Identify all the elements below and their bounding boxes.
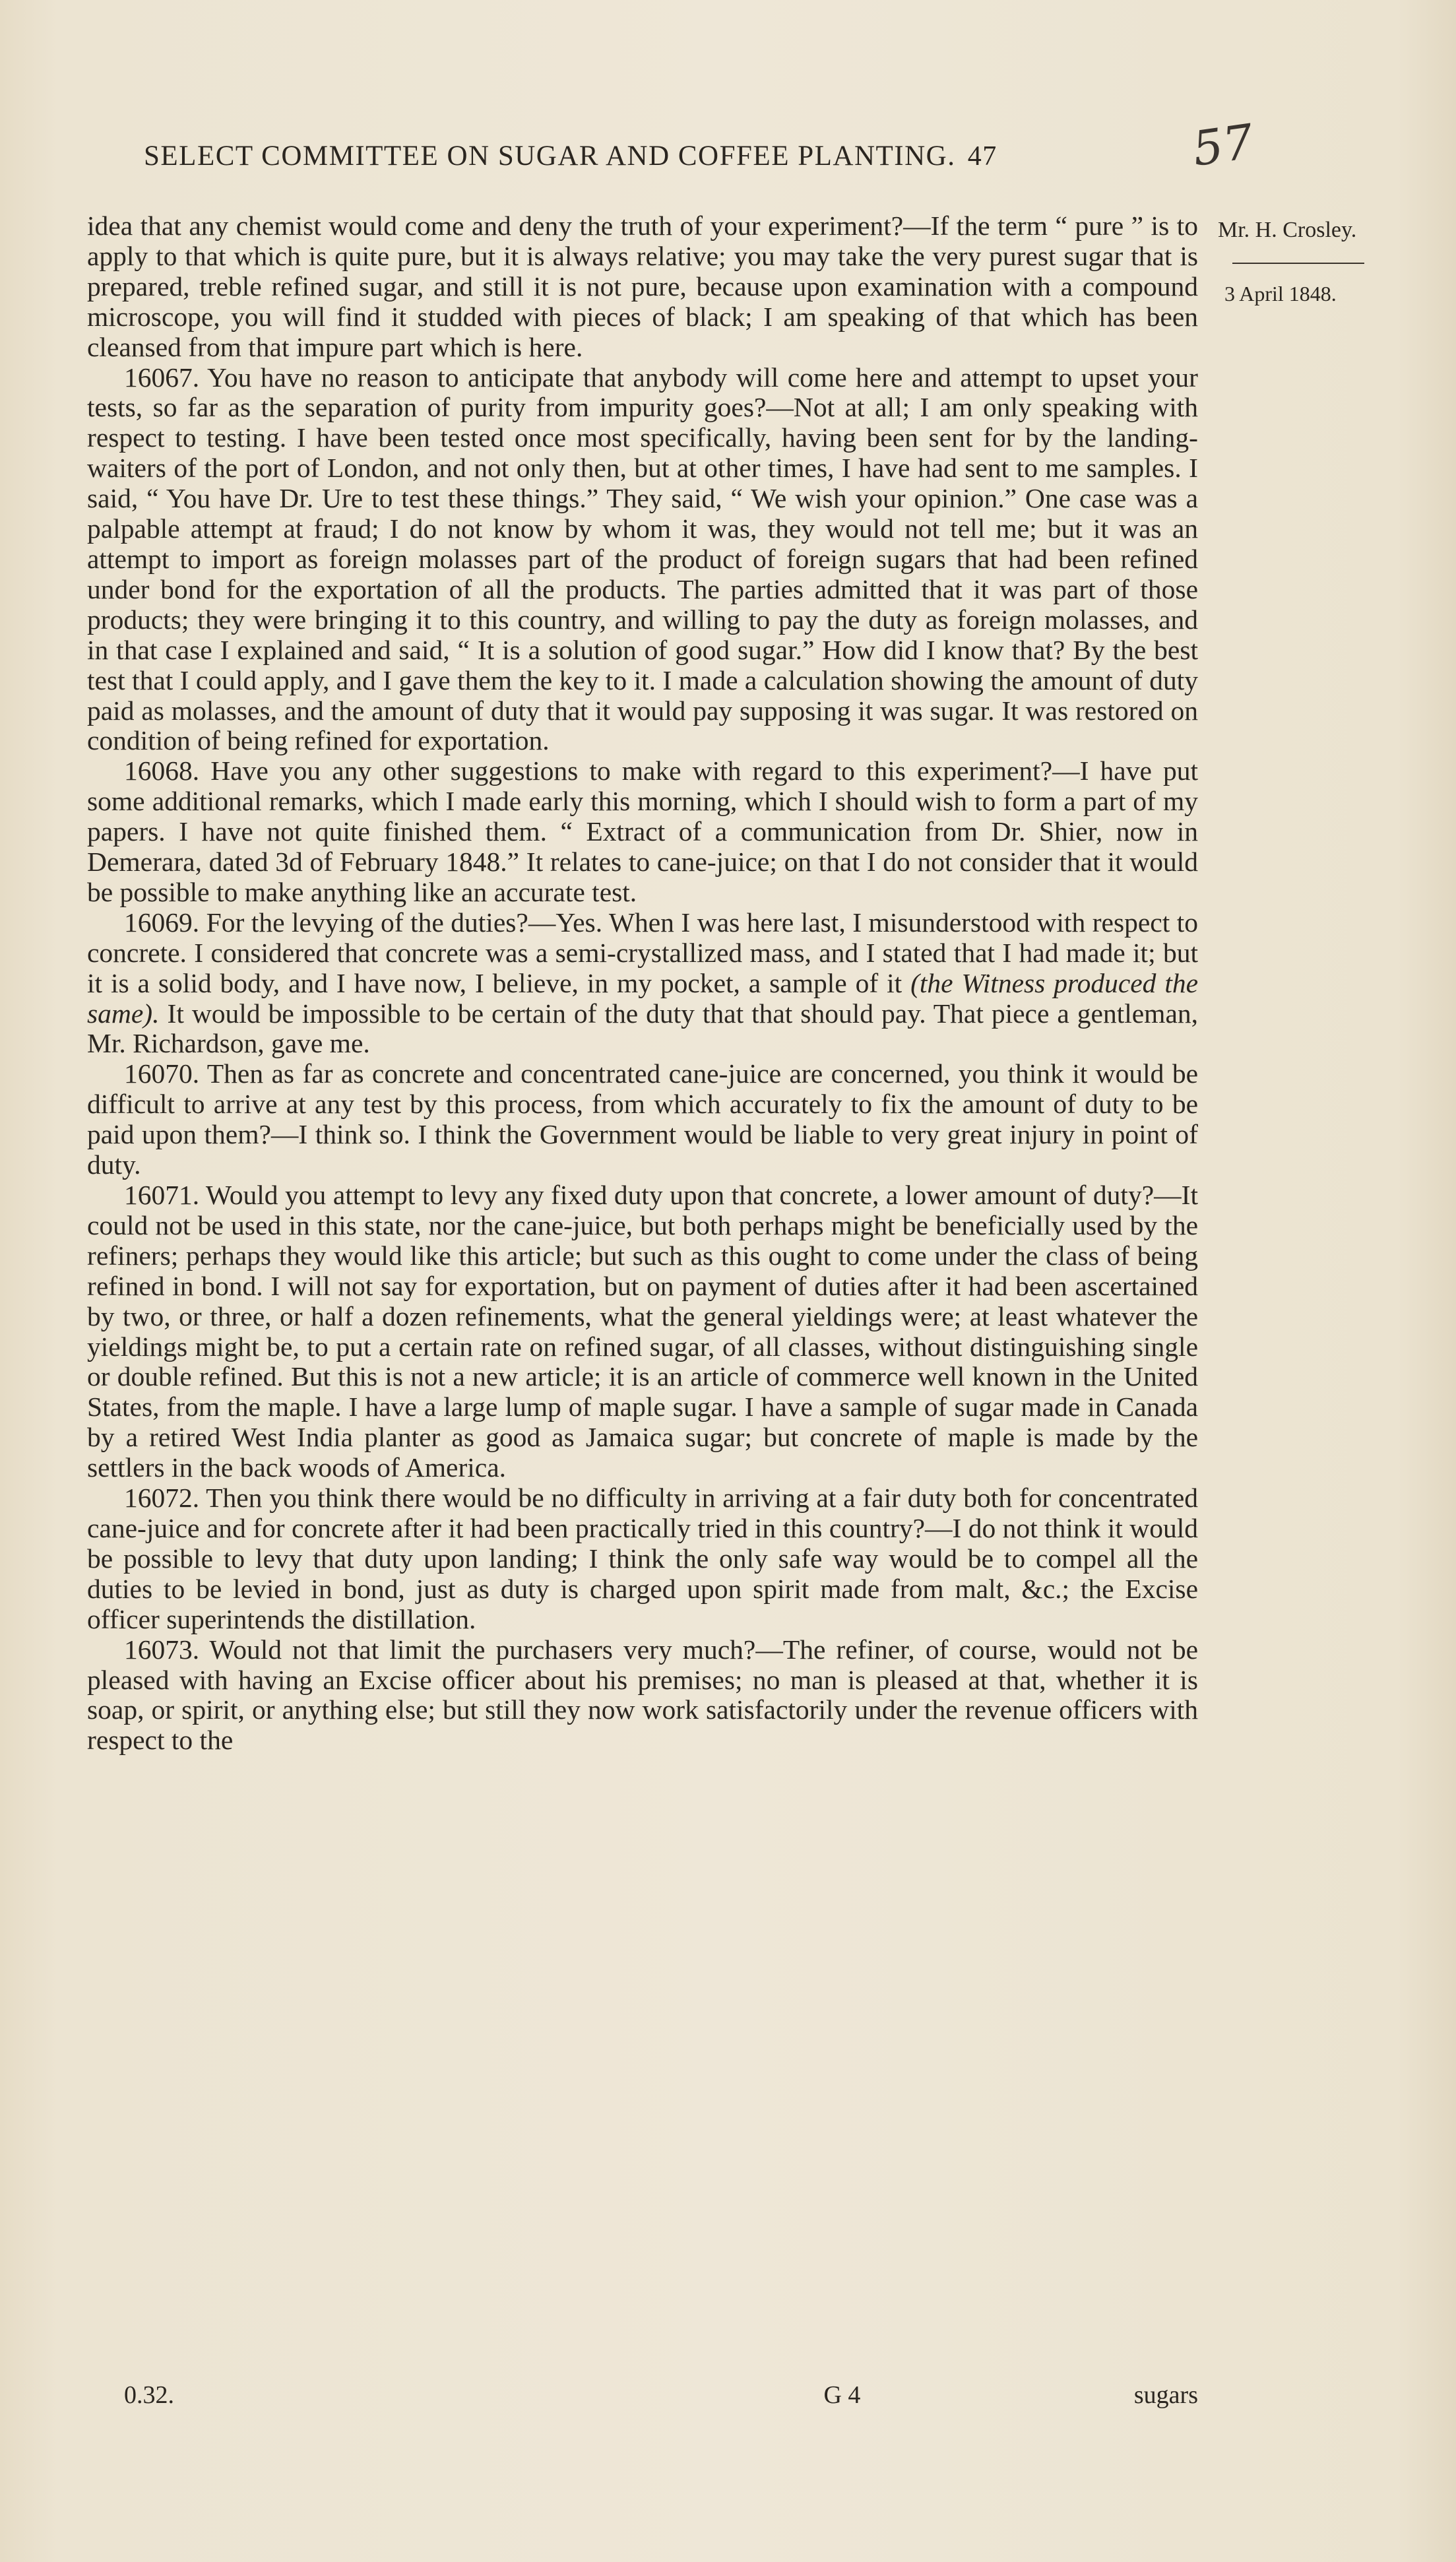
paragraph-text: Have you any other suggestions to make with regard to this experiment?—I have put some additional remarks, which I made early this morning, which I should wish to form a part of my papers. I have not quite finished them. “ Extract of a communication from Dr. Shier, now in Demerara, dated 3d of February 1848.” It relates to cane-juice; on that I do not consider that it would be possible to make anything like an accurate test. xyxy=(87,755,1198,907)
paragraph-text: Then as far as concrete and concentrated cane-juice are concerned, you think it would be difficult to arrive at any test by this process, from which accurately to fix the amount of duty to be paid upon them?—I think so. I think the Government would be liable to very great injury in point of duty. xyxy=(87,1058,1198,1180)
catchword: sugars xyxy=(1133,2381,1198,2409)
handwritten-folio: 57 xyxy=(1189,113,1257,177)
question-16070 xyxy=(87,1059,1198,1180)
question-16072 xyxy=(87,1483,1198,1635)
question-number: 16072. xyxy=(124,1483,200,1514)
question-number: 16069. xyxy=(124,907,200,938)
header-title: SELECT COMMITTEE ON SUGAR AND COFFEE PLANTING. xyxy=(144,141,956,172)
question-16069 xyxy=(87,908,1198,1060)
question-16067 xyxy=(87,363,1198,757)
running-header xyxy=(144,140,1305,172)
margin-rule xyxy=(1232,263,1364,264)
testimony-body xyxy=(87,211,1198,1756)
page-footer xyxy=(124,2381,1198,2410)
question-16068 xyxy=(87,756,1198,908)
witness-name xyxy=(1218,215,1403,245)
question-number: 16068. xyxy=(124,755,200,786)
paragraph-text: Would you attempt to levy any fixed duty upon that concrete, a lower amount of duty?—It could not be used in this state, nor the cane-juice, but both perhaps might be beneficially used by the refiners; perhaps they would like this article; but such as this ought to come under the class of being refined in bond. I will not say for exportation, but on payment of duties after it had been ascertained by two, or three, or half a dozen refinements, what the general yieldings were; at least whatever the yieldings might be, to put a certain rate on refined sugar, of all classes, without distinguishing single or double refined. But this is not a new article; it is an article of commerce well known in the United States, from the maple. I have a large lump of maple sugar. I have a sample of sugar made in Canada by a retired West India planter as good as Jamaica sugar; but concrete of maple is made by the settlers in the back woods of America. xyxy=(87,1180,1198,1483)
paragraph-text: You have no reason to anticipate that anybody will come here and attempt to upset your tests, so far as the separation of purity from impurity goes?—Not at all; I am only speaking with respect to testing. I have been tested once most specifically, having been sent for by the landing-waiters of the port of London, and not only then, but at other times, I have had sent to me samples. I said, “ You have Dr. Ure to test these things.” They said, “ We wish your opinion.” One case was a palpable attempt at fraud; I do not know by whom it was, they would not tell me; but it was an attempt to import as foreign molasses part of the product of foreign sugars that had been refined under bond for the exportation of all the products. The parties admitted that it was part of those products; they were bringing it to this country, and willing to pay the duty as foreign molasses, and in that case I explained and said, “ It is a solution of good sugar.” How did I know that? By the best test that I could apply, and I gave them the key to it. I made a calculation showing the amount of duty paid as molasses, and the amount of duty that it would pay supposing it was sugar. It was restored on condition of being refined for exportation. xyxy=(87,362,1198,756)
stage-direction: (the Witness produced the same). xyxy=(87,967,1199,1029)
paragraph-text: For the levying of the duties?—Yes. When I was here last, I misunderstood with respect to concrete. I considered that concrete was a semi-crystallized mass, and I stated that I had made it; but it is a solid body, and I have now, I believe, in my pocket, a sample of it xyxy=(87,907,1199,998)
question-number: 16073. xyxy=(124,1634,200,1665)
question-number: 16070. xyxy=(124,1058,200,1089)
paragraph-text-continued: It would be impossible to be certain of the duty that that should pay. That piece a gentleman, Mr. Richardson, gave me. xyxy=(87,998,1198,1059)
paragraph-text: idea that any chemist would come and deny the truth of your experiment?—If the term “ pure ” is to apply to that which is quite pure, but it is always relative; you may take the very purest sugar that is prepared, treble refined sugar, and still it is not pure, because upon examination with a compound microscope, you will find it studded with pieces of black; I am speaking of that which has been cleansed from that impure part which is here. xyxy=(87,210,1198,362)
footer-reference: 0.32. xyxy=(124,2381,174,2409)
margin-notes xyxy=(1218,215,1403,309)
paragraph-continued xyxy=(87,211,1198,363)
question-number: 16071. xyxy=(124,1180,200,1210)
question-16071 xyxy=(87,1180,1198,1483)
page-number: 47 xyxy=(967,141,997,172)
question-number: 16067. xyxy=(124,362,200,393)
witness-name-text: Mr. H. Crosley. xyxy=(1218,218,1357,242)
paragraph-text: Would not that limit the purchasers very much?—The refiner, of course, would not be pleased with having an Excise officer about his premises; no man is pleased at that, whether it is soap, or spirit, or anything else; but still they now work satisfactorily under the revenue officers with respect to the xyxy=(87,1634,1198,1756)
question-16073 xyxy=(87,1635,1198,1756)
sitting-date: 3 April 1848. xyxy=(1224,282,1337,305)
paragraph-text: Then you think there would be no difficulty in arriving at a fair duty both for concentrated cane-juice and for concrete after it had been practically tried in this country?—I do not think it would be possible to levy that duty upon landing; I think the only safe way would be to compel all the duties to be levied in bond, just as duty is charged upon spirit made from malt, &c.; the Excise officer superintends the distillation. xyxy=(87,1483,1198,1634)
signature-mark: G 4 xyxy=(823,2381,861,2409)
